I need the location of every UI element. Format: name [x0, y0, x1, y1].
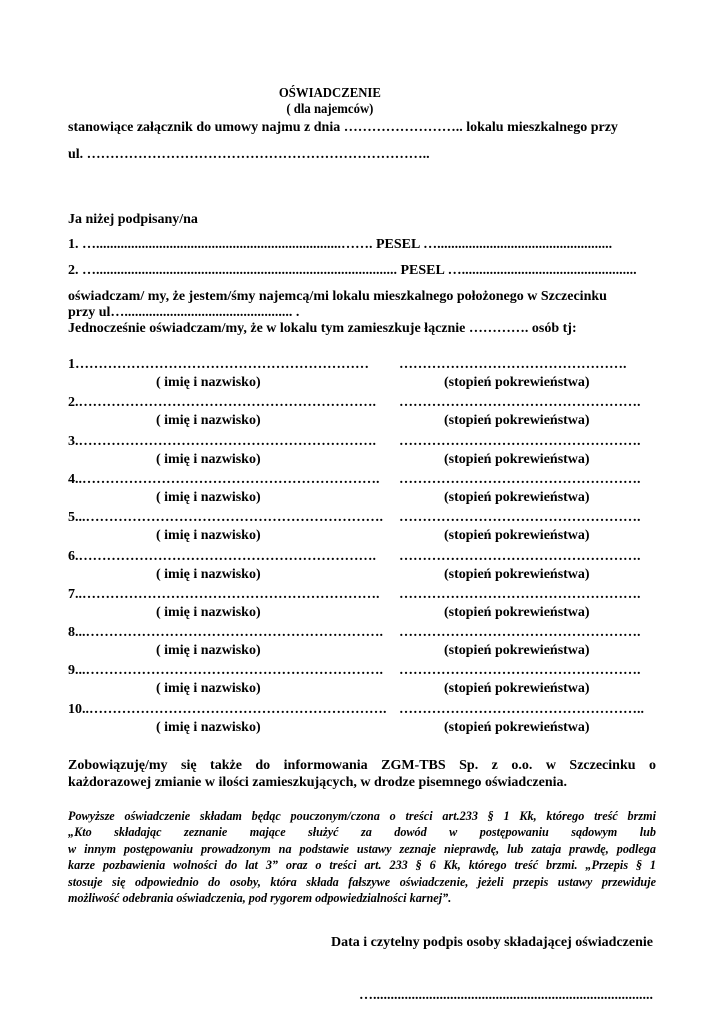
name-caption: ( imię i nazwisko) — [156, 681, 261, 696]
relation-caption: (stopień pokrewieństwa) — [444, 567, 590, 582]
resident-name-line-2: 2.………………………………………………………. — [68, 395, 376, 410]
legal-line-6: możliwość odebrania oświadczenia, pod rygorem odpowiedzialności karnej”. — [68, 891, 452, 906]
legal-line-2: „Kto składając zeznanie mające służyć za dowód w postępowaniu sądowym lub — [68, 825, 656, 840]
relation-caption: (stopień pokrewieństwa) — [444, 681, 590, 696]
name-caption: ( imię i nazwisko) — [156, 490, 261, 505]
resident-name-line-3: 3.………………………………………………………. — [68, 434, 376, 449]
resident-relation-line-6: ……………………………………………. — [399, 549, 641, 564]
resident-relation-line-5: ……………………………………………. — [399, 510, 641, 525]
resident-relation-line-4: ……………………………………………. — [399, 472, 641, 487]
relation-caption: (stopień pokrewieństwa) — [444, 490, 590, 505]
resident-name-line-6: 6.………………………………………………………. — [68, 549, 376, 564]
resident-relation-line-8: ……………………………………………. — [399, 625, 641, 640]
signer-row-2: 2. …...................................................................................... PESEL ….................................................. — [68, 263, 637, 278]
legal-line-4: karze pozbawienia wolności do lat 3” oraz o treści art. 233 § 6 Kk, którego treść brzmi. „Przepis § 1 — [68, 858, 656, 873]
signers-heading: Ja niżej podpisany/na — [68, 212, 198, 227]
resident-name-line-8: 8...………………………………………………………. — [68, 625, 383, 640]
declaration-line-2: przy ul…................................................ . — [68, 305, 300, 320]
declaration-line-3: Jednocześnie oświadczam/my, że w lokalu tym zamieszkuje łącznie …………. osób tj: — [68, 321, 577, 336]
attachment-line: stanowiące załącznik do umowy najmu z dnia …………………….. lokalu mieszkalnego przy — [68, 120, 618, 135]
name-caption: ( imię i nazwisko) — [156, 643, 261, 658]
resident-relation-line-1: …………………………………………. — [399, 357, 627, 372]
resident-name-line-10: 10..………………………………………………………. — [68, 702, 387, 717]
legal-line-3: w innym postępowaniu prowadzonym na podstawie ustawy zeznaje nieprawdę, lub zataja prawdę, podlega — [68, 841, 656, 856]
obligation-line-2: każdorazowej zmianie w ilości zamieszkujących, w drodze pisemnego oświadczenia. — [68, 775, 568, 790]
resident-name-line-5: 5...………………………………………………………. — [68, 510, 383, 525]
declaration-line-1: oświadczam/ my, że jestem/śmy najemcą/mi lokalu mieszkalnego położonego w Szczecinku — [68, 289, 607, 304]
name-caption: ( imię i nazwisko) — [156, 605, 261, 620]
relation-caption: (stopień pokrewieństwa) — [444, 528, 590, 543]
resident-name-line-1: 1……………………………………………………… — [68, 357, 369, 372]
name-caption: ( imię i nazwisko) — [156, 567, 261, 582]
name-caption: ( imię i nazwisko) — [156, 528, 261, 543]
signature-label: Data i czytelny podpis osoby składającej oświadczenie — [331, 935, 653, 950]
street-line: ul. ……………………………………………………………….. — [68, 147, 430, 162]
signer-row-1: 1. …......................................................................……. PESEL ….................................................. — [68, 237, 613, 252]
signature-line: …................................................................................ — [359, 988, 653, 1003]
legal-notice — [68, 808, 656, 906]
name-caption: ( imię i nazwisko) — [156, 720, 261, 735]
relation-caption: (stopień pokrewieństwa) — [444, 643, 590, 658]
resident-relation-line-9: ……………………………………………. — [399, 663, 641, 678]
name-caption: ( imię i nazwisko) — [156, 452, 261, 467]
resident-relation-line-2: ……………………………………………. — [399, 395, 641, 410]
resident-relation-line-7: ……………………………………………. — [399, 587, 641, 602]
resident-relation-line-3: ……………………………………………. — [399, 434, 641, 449]
resident-name-line-7: 7..………………………………………………………. — [68, 587, 380, 602]
resident-relation-line-10: …………………………………………….. — [399, 702, 644, 717]
relation-caption: (stopień pokrewieństwa) — [444, 605, 590, 620]
legal-line-5: stosuje się odpowiednio do osoby, która składa fałszywe oświadczenie, jeżeli przepis ustawy przewiduje — [68, 874, 656, 889]
obligation-paragraph — [68, 757, 656, 791]
document-title: OŚWIADCZENIE — [278, 86, 381, 101]
name-caption: ( imię i nazwisko) — [156, 413, 261, 428]
name-caption: ( imię i nazwisko) — [156, 375, 261, 390]
resident-name-line-4: 4..………………………………………………………. — [68, 472, 380, 487]
relation-caption: (stopień pokrewieństwa) — [444, 375, 590, 390]
relation-caption: (stopień pokrewieństwa) — [444, 720, 590, 735]
relation-caption: (stopień pokrewieństwa) — [444, 452, 590, 467]
legal-line-1: Powyższe oświadczenie składam będąc pouczonym/czona o treści art.233 § 1 Kk, którego treść brzmi — [68, 809, 656, 823]
obligation-line-1: Zobowiązuję/my się także do informowania ZGM-TBS Sp. z o.o. w Szczecinku o — [68, 758, 656, 773]
relation-caption: (stopień pokrewieństwa) — [444, 413, 590, 428]
resident-name-line-9: 9...………………………………………………………. — [68, 663, 383, 678]
document-subtitle: ( dla najemców) — [286, 102, 374, 117]
